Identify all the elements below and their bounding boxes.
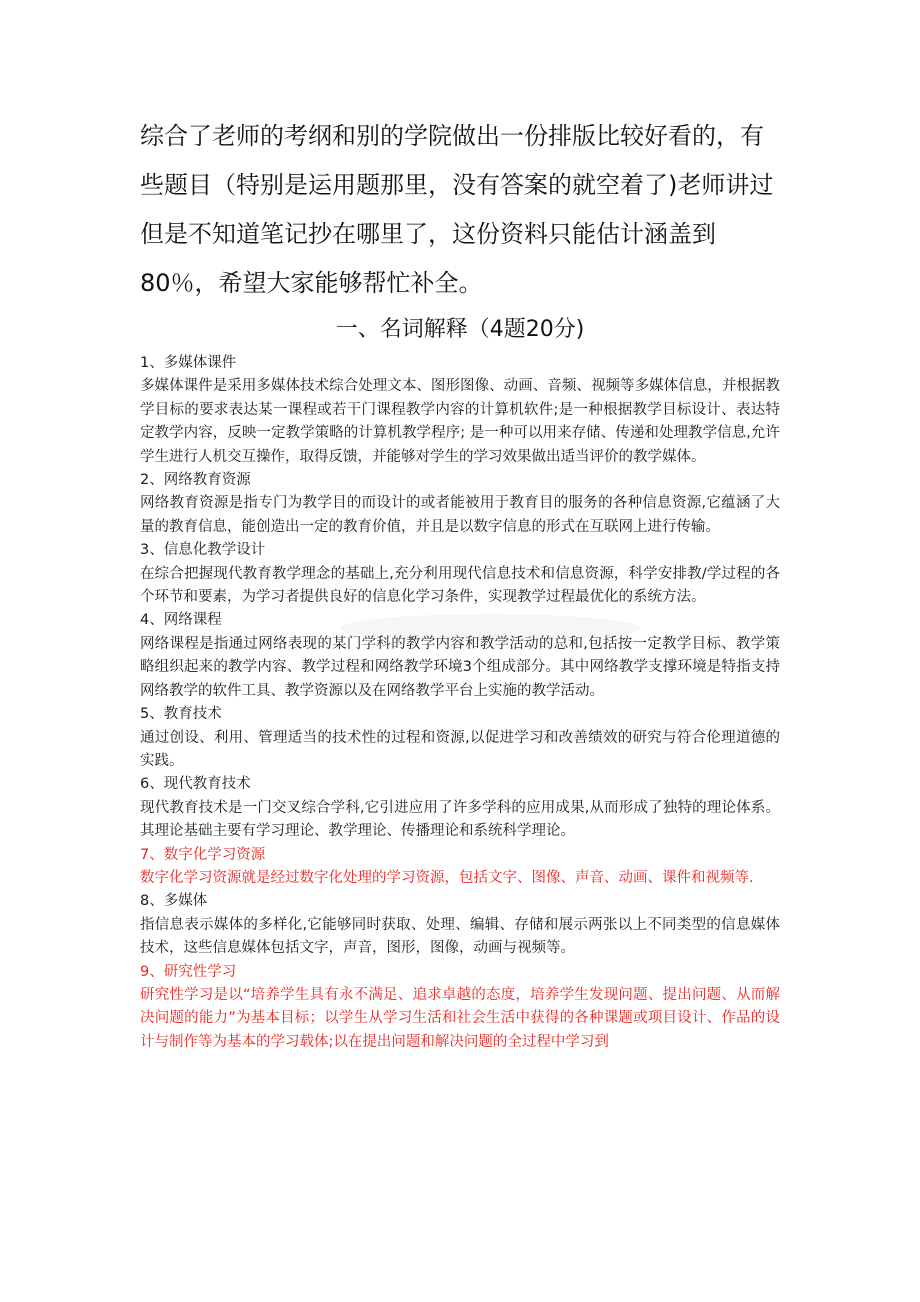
term-definition: 通过创设、利用、管理适当的技术性的过程和资源,以促进学习和改善绩效的研究与符合伦理道德的实践。 [140, 729, 780, 769]
intro-text: 综合了老师的考纲和别的学院做出一份排版比较好看的，有些题目（特别是运用题那里，没有答案的就空着了)老师讲过但是不知道笔记抄在哪里了，这份资料只能估计涵盖到80％，希望大家能够帮忙补全。 [140, 122, 774, 297]
term-entry-3 [140, 539, 780, 609]
term-heading: 1、多媒体课件 [140, 355, 237, 371]
term-heading: 4、网络课程 [140, 612, 222, 629]
term-entry-9 [140, 961, 780, 1055]
term-heading: 9、研究性学习 [140, 963, 237, 980]
term-entry-7 [140, 844, 780, 891]
term-definition: 网络课程是指通过网络表现的某门学科的教学内容和教学活动的总和,包括按一定教学目标、教学策略组织起来的教学内容、教学过程和网络教学环境3个组成部分。其中网络教学支撑环境是特指支持网络教学的软件工具、教学资源以及在网络教学平台上实施的教学活动。 [140, 635, 780, 699]
term-definition: 研究性学习是以“培养学生具有永不满足、追求卓越的态度，培养学生发现问题、提出问题、从而解决问题的能力”为基本目标；以学生从学习生活和社会生活中获得的各种课题或项目设计、作品的设计与制作等为基本的学习载体;以在提出问题和解决问题的全过程中学习到 [140, 986, 780, 1050]
term-heading: 8、多媒体 [140, 893, 208, 910]
term-heading: 3、信息化教学设计 [140, 542, 266, 559]
term-entry-5 [140, 703, 780, 773]
term-heading: 7、数字化学习资源 [140, 846, 266, 863]
term-entry-4 [140, 609, 780, 703]
section-title: 一、名词解释（4题20分) [335, 317, 585, 342]
term-definition: 网络教育资源是指专门为教学目的而设计的或者能被用于教育目的服务的各种信息资源,它蕴涵了大量的教育信息，能创造出一定的教育价值，并且是以数字信息的形式在互联网上进行传输。 [140, 495, 780, 535]
term-definition: 指信息表示媒体的多样化,它能够同时获取、处理、编辑、存储和展示两张以上不同类型的信息媒体技术，这些信息媒体包括文字，声音，图形，图像，动画与视频等。 [140, 916, 780, 957]
term-definition: 在综合把握现代教育教学理念的基础上,充分利用现代信息技术和信息资源，科学安排教/学过程的各个环节和要素，为学习者提供良好的信息化学习条件，实现教学过程最优化的系统方法。 [140, 565, 780, 606]
term-definition: 现代教育技术是一门交叉综合学科,它引进应用了许多学科的应用成果,从而形成了独特的理论体系。其理论基础主要有学习理论、教学理论、传播理论和系统科学理论。 [140, 799, 780, 840]
term-list [140, 352, 780, 1054]
term-entry-6 [140, 773, 780, 843]
term-entry-8 [140, 890, 780, 960]
term-heading: 6、现代教育技术 [140, 776, 251, 793]
term-definition: 多媒体课件是采用多媒体技术综合处理文本、图形图像、动画、音频、视频等多媒体信息，并根据教学目标的要求表达某一课程或若干门课程教学内容的计算机软件;是一种根据教学目标设计、表达特定教学内容，反映一定教学策略的计算机教学程序; 是一种可以用来存储、传递和处理教学信息,允许学生进行人机交互操作，取得反馈，并能够对学生的学习效果做出适当评价的教学媒体。 [140, 378, 780, 465]
intro-paragraph [140, 112, 780, 308]
term-entry-1 [140, 352, 780, 469]
term-definition: 数字化学习资源就是经过数字化处理的学习资源，包括文字、图像、声音、动画、课件和视频等. [140, 869, 754, 886]
term-heading: 5、教育技术 [140, 706, 222, 723]
term-entry-2 [140, 469, 780, 539]
term-heading: 2、网络教育资源 [140, 472, 251, 489]
